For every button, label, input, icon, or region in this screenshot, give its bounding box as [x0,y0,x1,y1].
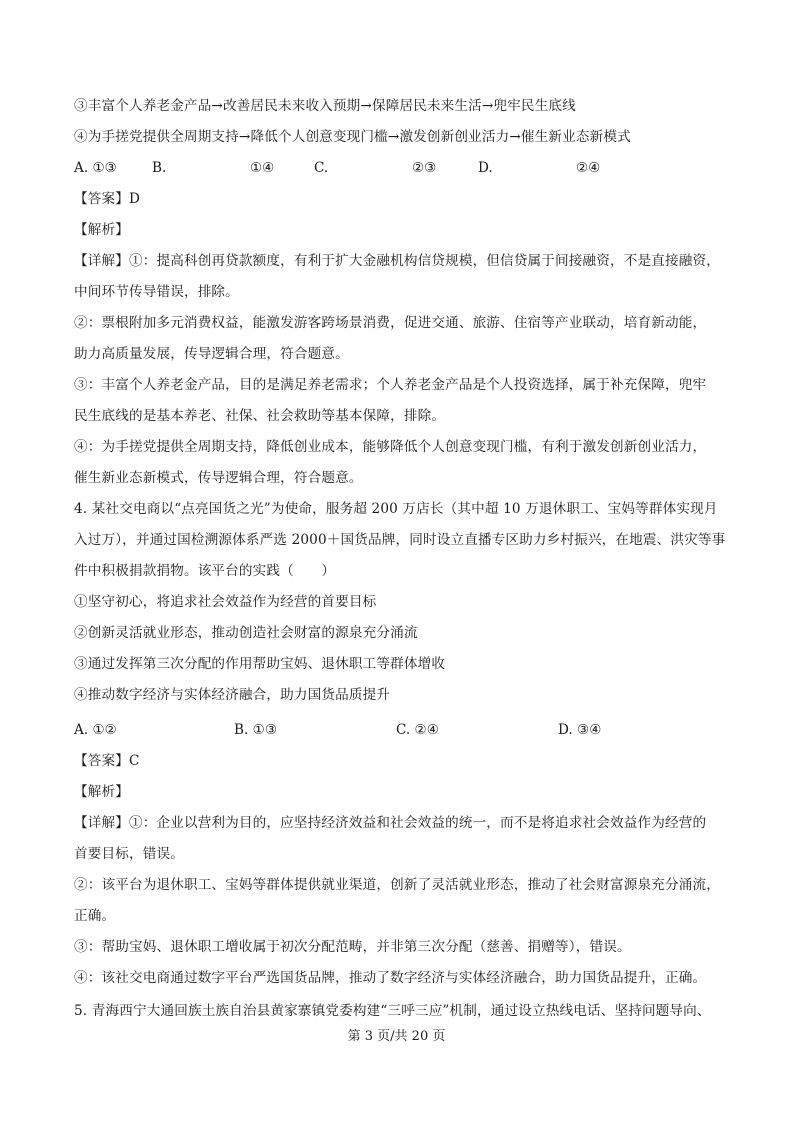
q4-stem-line: 件中积极捐款捐物。该平台的实践（ ） [74,563,336,579]
q3-detail-line: 催生新业态新模式，传导逻辑合理，符合题意。 [74,470,363,486]
q4-analysis-label: 【解析】 [74,784,129,800]
q3-option-a: A. ①③ [74,160,117,176]
page-footer: 第 3 页/共 20 页 [347,1029,446,1044]
q4-option-b: B. ①③ [234,722,278,738]
q4-stem-line: 入过万），并通过国检溯源体系严选 2000＋国货品牌，同时设立直播专区助力乡村振兴，在地震、洪灾等事 [74,532,726,548]
q4-detail-line: 正确。 [74,908,116,924]
q3-answer: 【答案】D [74,191,141,207]
q4-detail-line: 【详解】①：企业以营利为目的，应坚持经济效益和社会效益的统一，而不是将追求社会效益作为经营的 [74,815,707,831]
q4-statement-3: ③通过发挥第三次分配的作用帮助宝妈、退休职工等群体增收 [74,656,446,672]
q3-option-c-value: ②③ [412,160,437,176]
q3-option-b-label: B. [152,160,167,176]
q4-answer: 【答案】C [74,753,140,769]
q4-statement-2: ②创新灵活就业形态，推动创造社会财富的源泉充分涌流 [74,625,418,641]
q4-statement-4: ④推动数字经济与实体经济融合，助力国货品质提升 [74,687,391,703]
q4-statement-1: ①坚守初心，将追求社会效益作为经营的首要目标 [74,594,377,610]
q3-detail-line: ③：丰富个人养老金产品，目的是满足养老需求；个人养老金产品是个人投资选择，属于补充保障，兜牢 [74,377,707,393]
q3-option-d-label: D. [478,160,493,176]
q3-option-d-value: ②④ [576,160,601,176]
q3-detail-line: 中间环节传导错误，排除。 [74,284,239,300]
q4-stem-line: 4. 某社交电商以“点亮国货之光”为使命，服务超 200 万店长（其中超 10 万退休职工、宝妈等群体实现月 [74,501,718,517]
q4-option-c: C. ②④ [396,722,439,738]
q3-detail-line: 民生底线的是基本养老、社保、社会救助等基本保障，排除。 [74,408,446,424]
q4-detail-line: ③：帮助宝妈、退休职工增收属于初次分配范畴，并非第三次分配（慈善、捐赠等），错误。 [74,939,631,955]
q3-statement-4: ④为手搓党提供全周期支持→降低个人创意变现门槛→激发创新创业活力→催生新业态新模式 [74,129,631,145]
q3-option-c-label: C. [314,160,329,176]
q3-detail-line: 助力高质量发展，传导逻辑合理，符合题意。 [74,346,349,362]
q3-detail-line: ④：为手搓党提供全周期支持，降低创业成本，能够降低个人创意变现门槛，有利于激发创新创业活力， [74,439,707,455]
q4-option-a: A. ①② [74,722,117,738]
q4-detail-line: ④：该社交电商通过数字平台严选国货品牌，推动了数字经济与实体经济融合，助力国货品提升，正确。 [74,970,707,986]
q3-detail-line: ②：票根附加多元消费权益，能激发游客跨场景消费，促进交通、旅游、住宿等产业联动，培育新动能， [74,315,707,331]
q4-detail-line: ②：该平台为退休职工、宝妈等群体提供就业渠道，创新了灵活就业形态，推动了社会财富源泉充分涌流， [74,877,720,893]
q3-detail-line: 【详解】①：提高科创再贷款额度，有利于扩大金融机构信贷规模，但信贷属于间接融资，不是直接融资， [74,253,720,269]
q3-analysis-label: 【解析】 [74,222,129,238]
q3-option-b-value: ①④ [250,160,275,176]
q3-statement-3: ③丰富个人养老金产品→改善居民未来收入预期→保障居民未来生活→兜牢民生底线 [74,98,576,114]
q5-stem-line: 5. 青海西宁大通回族土族自治县黄家寨镇党委构建“三呼三应”机制，通过设立热线电话、坚持问题导向、 [74,1003,711,1019]
q4-detail-line: 首要目标，错误。 [74,846,184,862]
q4-option-d: D. ③④ [558,722,602,738]
